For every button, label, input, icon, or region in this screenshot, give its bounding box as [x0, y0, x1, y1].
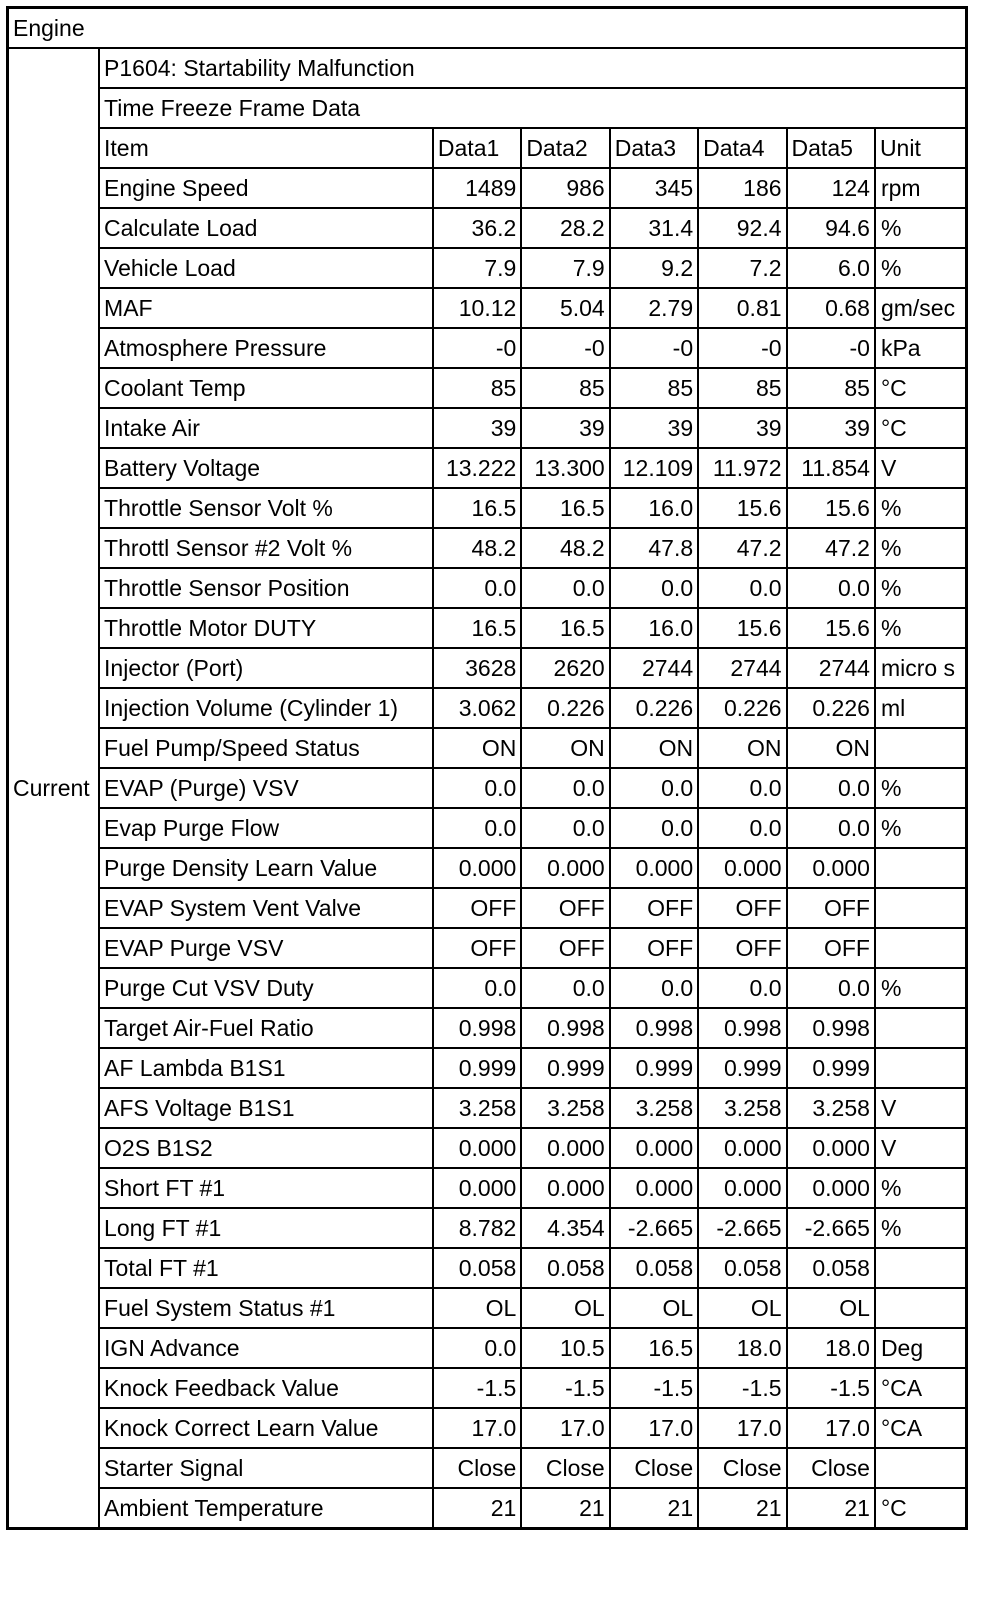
item-name: Throttle Motor DUTY: [99, 608, 433, 648]
data-cell: 47.2: [787, 528, 875, 568]
data-cell: 0.0: [610, 768, 698, 808]
data-cell: 18.0: [787, 1328, 875, 1368]
data-cell: 6.0: [787, 248, 875, 288]
data-cell: ON: [787, 728, 875, 768]
item-name: EVAP System Vent Valve: [99, 888, 433, 928]
data-cell: 0.000: [433, 1128, 521, 1168]
unit-cell: %: [875, 1168, 967, 1208]
table-row: [8, 1048, 967, 1088]
data-cell: 0.0: [521, 968, 609, 1008]
data-cell: 186: [698, 168, 786, 208]
unit-cell: V: [875, 1088, 967, 1128]
data-cell: 0.999: [787, 1048, 875, 1088]
data-cell: 0.058: [787, 1248, 875, 1288]
data-cell: ON: [521, 728, 609, 768]
item-name: Purge Cut VSV Duty: [99, 968, 433, 1008]
table-row: [8, 528, 967, 568]
table-row: [8, 568, 967, 608]
item-name: Coolant Temp: [99, 368, 433, 408]
unit-cell: %: [875, 248, 967, 288]
column-header-data5: Data5: [787, 128, 875, 168]
data-cell: 36.2: [433, 208, 521, 248]
data-cell: 3.258: [698, 1088, 786, 1128]
data-cell: 8.782: [433, 1208, 521, 1248]
data-cell: ON: [698, 728, 786, 768]
table-row: [8, 1328, 967, 1368]
item-name: Total FT #1: [99, 1248, 433, 1288]
column-header-item: Item: [99, 128, 433, 168]
data-cell: 0.0: [698, 808, 786, 848]
data-cell: 0.998: [698, 1008, 786, 1048]
data-cell: 85: [433, 368, 521, 408]
data-cell: 0.0: [433, 808, 521, 848]
unit-cell: %: [875, 968, 967, 1008]
data-cell: OFF: [787, 888, 875, 928]
table-row: [8, 1168, 967, 1208]
data-cell: 0.000: [521, 1128, 609, 1168]
data-cell: 0.998: [521, 1008, 609, 1048]
unit-cell: [875, 728, 967, 768]
table-row: [8, 328, 967, 368]
data-cell: 0.000: [698, 1128, 786, 1168]
data-cell: OL: [521, 1288, 609, 1328]
item-name: Purge Density Learn Value: [99, 848, 433, 888]
data-cell: 2620: [521, 648, 609, 688]
unit-cell: %: [875, 208, 967, 248]
table-row: [8, 928, 967, 968]
data-cell: OFF: [787, 928, 875, 968]
data-cell: 0.000: [698, 848, 786, 888]
data-cell: 2744: [787, 648, 875, 688]
item-name: Throttle Sensor Position: [99, 568, 433, 608]
unit-cell: [875, 1008, 967, 1048]
data-cell: 17.0: [521, 1408, 609, 1448]
item-name: AF Lambda B1S1: [99, 1048, 433, 1088]
data-cell: 0.000: [521, 848, 609, 888]
unit-cell: [875, 848, 967, 888]
table-row: [8, 1368, 967, 1408]
data-cell: 3.258: [787, 1088, 875, 1128]
data-cell: 7.9: [521, 248, 609, 288]
data-cell: 0.0: [698, 568, 786, 608]
data-cell: 15.6: [787, 608, 875, 648]
data-cell: -0: [521, 328, 609, 368]
data-cell: 0.000: [521, 1168, 609, 1208]
data-cell: -1.5: [433, 1368, 521, 1408]
item-name: Throttle Sensor Volt %: [99, 488, 433, 528]
data-cell: 21: [698, 1488, 786, 1529]
data-cell: 2744: [698, 648, 786, 688]
unit-cell: gm/sec: [875, 288, 967, 328]
data-cell: 0.0: [698, 768, 786, 808]
freeze-frame-table: [6, 6, 968, 1530]
data-cell: 21: [521, 1488, 609, 1529]
data-cell: 3.062: [433, 688, 521, 728]
data-cell: 0.000: [787, 1168, 875, 1208]
data-cell: -0: [610, 328, 698, 368]
data-cell: 0.000: [433, 1168, 521, 1208]
data-cell: -0: [698, 328, 786, 368]
data-cell: OFF: [610, 928, 698, 968]
data-cell: 0.0: [787, 808, 875, 848]
data-cell: 0.0: [787, 568, 875, 608]
unit-cell: V: [875, 1128, 967, 1168]
table-row: [8, 728, 967, 768]
data-cell: 0.058: [610, 1248, 698, 1288]
data-cell: 17.0: [610, 1408, 698, 1448]
unit-cell: [875, 1288, 967, 1328]
data-cell: OL: [610, 1288, 698, 1328]
table-row: [8, 1128, 967, 1168]
data-cell: Close: [433, 1448, 521, 1488]
data-cell: 0.000: [433, 848, 521, 888]
table-row: [8, 1248, 967, 1288]
data-cell: OL: [698, 1288, 786, 1328]
data-cell: 0.226: [787, 688, 875, 728]
data-cell: 124: [787, 168, 875, 208]
unit-cell: micro s: [875, 648, 967, 688]
data-cell: 92.4: [698, 208, 786, 248]
data-cell: 0.68: [787, 288, 875, 328]
data-cell: 39: [433, 408, 521, 448]
data-cell: 3.258: [521, 1088, 609, 1128]
table-row: [8, 968, 967, 1008]
table-row: [8, 1088, 967, 1128]
data-cell: 47.8: [610, 528, 698, 568]
column-header-data4: Data4: [698, 128, 786, 168]
table-row: [8, 1008, 967, 1048]
item-name: Fuel System Status #1: [99, 1288, 433, 1328]
data-cell: 11.972: [698, 448, 786, 488]
data-cell: 5.04: [521, 288, 609, 328]
current-label: Current: [8, 48, 100, 1529]
data-cell: 7.2: [698, 248, 786, 288]
table-row: [8, 648, 967, 688]
item-name: Vehicle Load: [99, 248, 433, 288]
unit-cell: °C: [875, 1488, 967, 1529]
data-cell: OFF: [610, 888, 698, 928]
unit-cell: %: [875, 608, 967, 648]
data-cell: 0.0: [610, 808, 698, 848]
data-cell: 0.058: [698, 1248, 786, 1288]
column-header-unit: Unit: [875, 128, 967, 168]
data-cell: 15.6: [698, 488, 786, 528]
data-cell: 0.999: [433, 1048, 521, 1088]
data-cell: ON: [610, 728, 698, 768]
column-header-data3: Data3: [610, 128, 698, 168]
item-name: Throttl Sensor #2 Volt %: [99, 528, 433, 568]
data-cell: 0.998: [787, 1008, 875, 1048]
data-cell: 345: [610, 168, 698, 208]
data-cell: 0.0: [433, 968, 521, 1008]
table-row: [8, 248, 967, 288]
item-name: Injection Volume (Cylinder 1): [99, 688, 433, 728]
section-title-row: [8, 8, 967, 49]
item-name: AFS Voltage B1S1: [99, 1088, 433, 1128]
unit-cell: Deg: [875, 1328, 967, 1368]
data-cell: 0.0: [521, 808, 609, 848]
data-cell: OFF: [521, 928, 609, 968]
unit-cell: %: [875, 1208, 967, 1248]
unit-cell: rpm: [875, 168, 967, 208]
data-cell: 2744: [610, 648, 698, 688]
table-row: [8, 168, 967, 208]
data-cell: 16.5: [610, 1328, 698, 1368]
data-cell: -1.5: [698, 1368, 786, 1408]
data-cell: 3628: [433, 648, 521, 688]
data-cell: -2.665: [610, 1208, 698, 1248]
item-name: IGN Advance: [99, 1328, 433, 1368]
data-cell: 10.5: [521, 1328, 609, 1368]
data-cell: 39: [610, 408, 698, 448]
data-cell: 39: [698, 408, 786, 448]
item-name: MAF: [99, 288, 433, 328]
data-cell: 0.0: [521, 568, 609, 608]
data-cell: 85: [521, 368, 609, 408]
data-cell: 0.998: [433, 1008, 521, 1048]
unit-cell: [875, 928, 967, 968]
unit-cell: V: [875, 448, 967, 488]
data-cell: -1.5: [521, 1368, 609, 1408]
data-cell: -2.665: [698, 1208, 786, 1248]
data-cell: 18.0: [698, 1328, 786, 1368]
data-cell: OL: [433, 1288, 521, 1328]
data-cell: Close: [698, 1448, 786, 1488]
data-cell: 16.5: [521, 488, 609, 528]
section-title: Engine: [8, 8, 967, 49]
item-name: Ambient Temperature: [99, 1488, 433, 1529]
data-cell: 15.6: [698, 608, 786, 648]
column-header-data1: Data1: [433, 128, 521, 168]
table-row: [8, 288, 967, 328]
data-cell: OFF: [433, 888, 521, 928]
table-row: [8, 488, 967, 528]
data-cell: 39: [521, 408, 609, 448]
table-row: [8, 1448, 967, 1488]
data-cell: 0.998: [610, 1008, 698, 1048]
data-cell: 0.0: [787, 968, 875, 1008]
unit-cell: [875, 888, 967, 928]
item-name: Evap Purge Flow: [99, 808, 433, 848]
data-cell: ON: [433, 728, 521, 768]
table-row: [8, 608, 967, 648]
data-cell: 13.222: [433, 448, 521, 488]
data-cell: 3.258: [610, 1088, 698, 1128]
item-name: Knock Correct Learn Value: [99, 1408, 433, 1448]
data-cell: 0.0: [521, 768, 609, 808]
data-cell: 13.300: [521, 448, 609, 488]
data-cell: 48.2: [521, 528, 609, 568]
item-name: Atmosphere Pressure: [99, 328, 433, 368]
table-row: [8, 1288, 967, 1328]
data-cell: OFF: [698, 928, 786, 968]
data-cell: 39: [787, 408, 875, 448]
data-cell: 21: [433, 1488, 521, 1529]
data-cell: 16.5: [433, 488, 521, 528]
data-cell: 3.258: [433, 1088, 521, 1128]
table-row: [8, 408, 967, 448]
item-name: Starter Signal: [99, 1448, 433, 1488]
item-name: Short FT #1: [99, 1168, 433, 1208]
table-row: [8, 888, 967, 928]
data-cell: 48.2: [433, 528, 521, 568]
data-cell: 0.0: [433, 1328, 521, 1368]
data-cell: 21: [787, 1488, 875, 1529]
item-name: Fuel Pump/Speed Status: [99, 728, 433, 768]
unit-cell: %: [875, 528, 967, 568]
data-cell: 0.0: [433, 768, 521, 808]
data-cell: 0.226: [521, 688, 609, 728]
data-cell: 9.2: [610, 248, 698, 288]
data-cell: OL: [787, 1288, 875, 1328]
unit-cell: %: [875, 488, 967, 528]
unit-cell: %: [875, 568, 967, 608]
item-name: Engine Speed: [99, 168, 433, 208]
table-row: [8, 1488, 967, 1529]
data-cell: 85: [610, 368, 698, 408]
item-name: EVAP Purge VSV: [99, 928, 433, 968]
unit-cell: %: [875, 808, 967, 848]
data-cell: 7.9: [433, 248, 521, 288]
table-row: [8, 848, 967, 888]
data-cell: 0.000: [787, 1128, 875, 1168]
data-cell: 11.854: [787, 448, 875, 488]
data-cell: 10.12: [433, 288, 521, 328]
data-cell: 16.0: [610, 488, 698, 528]
unit-cell: [875, 1448, 967, 1488]
column-header-data2: Data2: [521, 128, 609, 168]
data-cell: 0.0: [433, 568, 521, 608]
data-cell: 94.6: [787, 208, 875, 248]
unit-cell: ml: [875, 688, 967, 728]
data-cell: -2.665: [787, 1208, 875, 1248]
data-cell: 2.79: [610, 288, 698, 328]
table-row: [8, 1408, 967, 1448]
data-cell: 0.226: [610, 688, 698, 728]
header-row: [8, 128, 967, 168]
item-name: Knock Feedback Value: [99, 1368, 433, 1408]
dtc-title: P1604: Startability Malfunction: [99, 48, 966, 88]
unit-cell: kPa: [875, 328, 967, 368]
data-cell: 28.2: [521, 208, 609, 248]
item-name: EVAP (Purge) VSV: [99, 768, 433, 808]
table-row: [8, 688, 967, 728]
data-cell: -1.5: [787, 1368, 875, 1408]
data-cell: 17.0: [787, 1408, 875, 1448]
data-cell: 15.6: [787, 488, 875, 528]
data-cell: Close: [610, 1448, 698, 1488]
dtc-title-row: [8, 48, 967, 88]
subtitle-row: [8, 88, 967, 128]
data-cell: 21: [610, 1488, 698, 1529]
data-cell: 0.058: [521, 1248, 609, 1288]
unit-cell: %: [875, 768, 967, 808]
unit-cell: [875, 1248, 967, 1288]
table-row: [8, 208, 967, 248]
data-cell: OFF: [698, 888, 786, 928]
data-cell: OFF: [433, 928, 521, 968]
item-name: Injector (Port): [99, 648, 433, 688]
unit-cell: °C: [875, 408, 967, 448]
data-cell: 4.354: [521, 1208, 609, 1248]
data-cell: 0.000: [610, 1168, 698, 1208]
item-name: Calculate Load: [99, 208, 433, 248]
unit-cell: °CA: [875, 1408, 967, 1448]
data-cell: 85: [698, 368, 786, 408]
data-cell: 0.226: [698, 688, 786, 728]
data-cell: 16.5: [433, 608, 521, 648]
data-cell: 0.999: [610, 1048, 698, 1088]
data-cell: OFF: [521, 888, 609, 928]
data-cell: 0.999: [521, 1048, 609, 1088]
data-cell: 0.81: [698, 288, 786, 328]
data-cell: 986: [521, 168, 609, 208]
data-cell: 0.000: [610, 848, 698, 888]
unit-cell: °C: [875, 368, 967, 408]
data-cell: 0.000: [698, 1168, 786, 1208]
data-cell: 0.000: [787, 848, 875, 888]
data-cell: 17.0: [433, 1408, 521, 1448]
data-cell: 16.5: [521, 608, 609, 648]
item-name: Battery Voltage: [99, 448, 433, 488]
data-cell: 0.0: [610, 968, 698, 1008]
data-cell: 47.2: [698, 528, 786, 568]
data-cell: -1.5: [610, 1368, 698, 1408]
table-row: [8, 808, 967, 848]
data-cell: 0.058: [433, 1248, 521, 1288]
unit-cell: °CA: [875, 1368, 967, 1408]
data-cell: Close: [521, 1448, 609, 1488]
data-cell: 16.0: [610, 608, 698, 648]
data-cell: 85: [787, 368, 875, 408]
table-row: [8, 1208, 967, 1248]
data-cell: 0.999: [698, 1048, 786, 1088]
data-cell: 0.0: [787, 768, 875, 808]
item-name: Intake Air: [99, 408, 433, 448]
data-cell: -0: [787, 328, 875, 368]
data-cell: 1489: [433, 168, 521, 208]
item-name: Long FT #1: [99, 1208, 433, 1248]
table-row: [8, 768, 967, 808]
data-cell: 31.4: [610, 208, 698, 248]
data-cell: Close: [787, 1448, 875, 1488]
freeze-frame-subtitle: Time Freeze Frame Data: [99, 88, 966, 128]
item-name: Target Air-Fuel Ratio: [99, 1008, 433, 1048]
data-cell: 17.0: [698, 1408, 786, 1448]
data-cell: -0: [433, 328, 521, 368]
table-row: [8, 448, 967, 488]
item-name: O2S B1S2: [99, 1128, 433, 1168]
unit-cell: [875, 1048, 967, 1088]
data-cell: 0.0: [610, 568, 698, 608]
data-cell: 12.109: [610, 448, 698, 488]
data-cell: 0.000: [610, 1128, 698, 1168]
table-row: [8, 368, 967, 408]
data-cell: 0.0: [698, 968, 786, 1008]
